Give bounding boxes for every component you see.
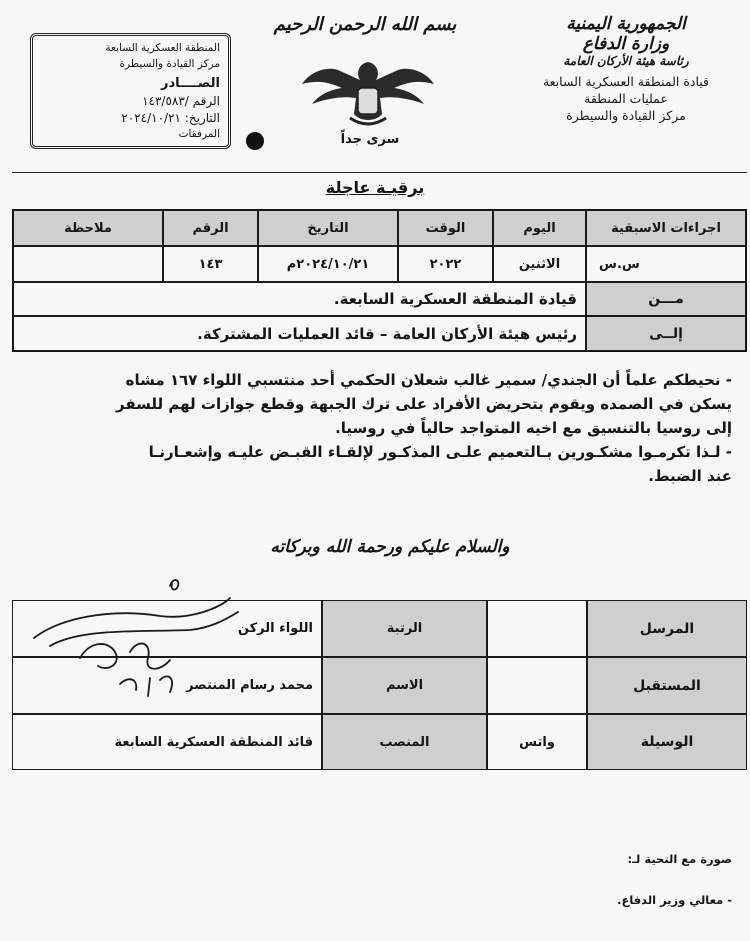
header-line: رئاسة هيئة الأركان العامة xyxy=(563,54,689,68)
means-value: واتس xyxy=(487,714,587,770)
registry-stamp xyxy=(30,33,231,149)
copy-recipient: - معالي وزير الدفاع. xyxy=(617,893,732,907)
body-line: عند الضبط. xyxy=(648,467,732,485)
day-value: الاثنين xyxy=(493,246,586,282)
divider xyxy=(12,172,747,173)
rank-value: اللواء الركن xyxy=(12,600,322,657)
sender-value xyxy=(487,600,587,657)
priority-header: اجراءات الاسبقية xyxy=(586,210,746,246)
name-label: الاسم xyxy=(322,657,487,714)
stamp-line: مركز القيادة والسيطرة xyxy=(119,58,220,70)
rank-label: الرتبة xyxy=(322,600,487,657)
number-value: ١٤٣ xyxy=(163,246,258,282)
body-line: - لـذا تكرمـوا مشكـورين بـالتعميم علـى المذكـور لإلقـاء القبـض عليـه وإشعـارنـا xyxy=(148,443,732,461)
from-label: مـــن xyxy=(586,282,746,316)
header-line: مركز القيادة والسيطرة xyxy=(566,108,686,123)
note-value xyxy=(13,246,163,282)
day-header: اليوم xyxy=(493,210,586,246)
copy-label: صورة مع التحية لـ: xyxy=(627,852,732,866)
body-line: - نحيطكم علماً أن الجندي/ سمير غالب شعلان الحكمي أحد منتسبي اللواء ١٦٧ مشاه xyxy=(125,371,732,389)
name-value: محمد رسام المنتصر xyxy=(12,657,322,714)
document-title: برقيـة عاجلة xyxy=(325,178,425,197)
header-line: وزارة الدفاع xyxy=(582,34,670,54)
priority-value: س.س xyxy=(586,246,746,282)
position-label: المنصب xyxy=(322,714,487,770)
number-header: الرقم xyxy=(163,210,258,246)
issuer-header xyxy=(516,14,736,123)
signature-scribble xyxy=(20,568,260,708)
stamp-line: التاريخ: ٢٠٢٤/١٠/٢١ xyxy=(121,111,220,125)
dot-mark xyxy=(246,132,264,150)
stamp-line: الصــــادر xyxy=(161,76,220,91)
time-value: ٢٠٢٢ xyxy=(398,246,493,282)
position-value: قائد المنطقة العسكرية السابعة xyxy=(12,714,322,770)
to-label: إلــى xyxy=(586,316,746,351)
note-header: ملاحظة xyxy=(13,210,163,246)
basmala: بسم الله الرحمن الرحيم xyxy=(273,14,457,35)
header-line: عمليات المنطقة xyxy=(584,91,668,106)
means-label: الوسيلة xyxy=(587,714,747,770)
sender-label: المرسل xyxy=(587,600,747,657)
receiver-label: المستقبل xyxy=(587,657,747,714)
stamp-line: الرقم /١٤٣/٥٨٣ xyxy=(142,94,220,108)
time-header: الوقت xyxy=(398,210,493,246)
secrecy-label: سرى جداً xyxy=(340,132,400,147)
stamp-line: المنطقة العسكرية السابعة xyxy=(105,42,220,54)
header-line: قيادة المنطقة العسكرية السابعة xyxy=(542,74,710,89)
from-value: قيادة المنطقة العسكرية السابعة. xyxy=(13,282,586,316)
receiver-value xyxy=(487,657,587,714)
date-value: ٢٠٢٤/١٠/٢١م xyxy=(258,246,398,282)
dispatch-table xyxy=(12,209,747,352)
body-line: إلى روسيا بالتنسيق مع اخيه المتواجد حالياً في روسيا. xyxy=(335,419,732,437)
body-line: يسكن في الصمده ويقوم بتحريض الأفراد على ترك الجبهة وقطع جوازات لهم للسفر xyxy=(116,395,732,413)
closing-greeting: والسلام عليكم ورحمة الله وبركاته xyxy=(270,537,510,557)
header-line: الجمهورية اليمنية xyxy=(566,14,686,34)
eagle-emblem-icon xyxy=(298,52,438,132)
to-value: رئيس هيئة الأركان العامة – قائد العمليات المشتركة. xyxy=(13,316,586,351)
stamp-line: المرفقات xyxy=(178,128,220,140)
message-body xyxy=(12,368,732,488)
date-header: التاريخ xyxy=(258,210,398,246)
